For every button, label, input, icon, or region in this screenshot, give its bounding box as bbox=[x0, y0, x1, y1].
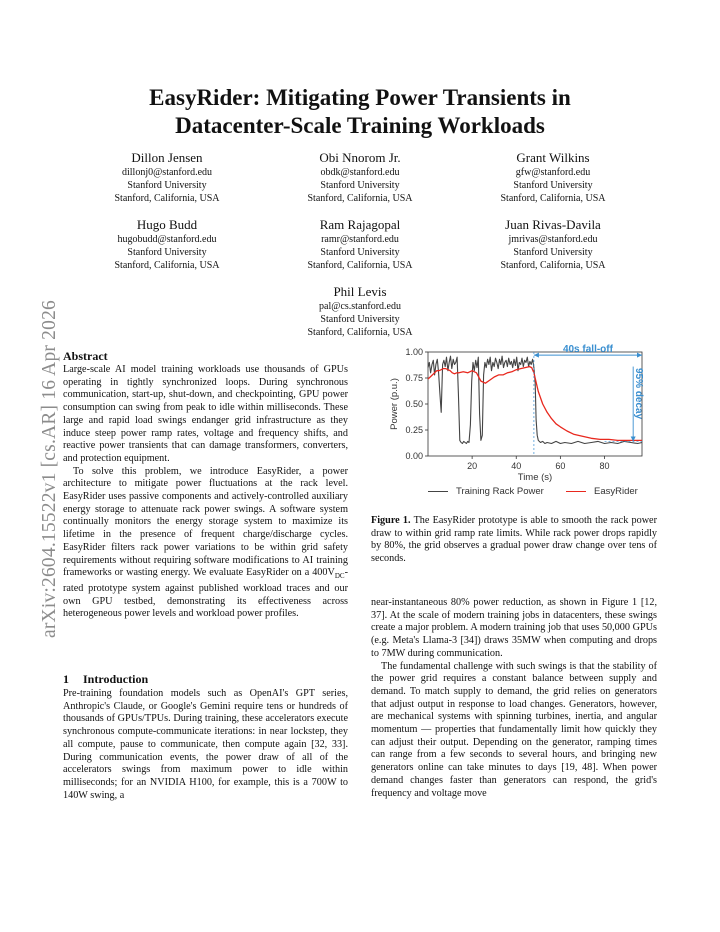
y-tick-label: 0.50 bbox=[405, 399, 423, 409]
figure-1-chart bbox=[366, 342, 662, 504]
author-location: Stanford, California, USA bbox=[307, 260, 413, 271]
legend-item bbox=[566, 486, 638, 497]
title-line-1: EasyRider: Mitigating Power Transients in bbox=[149, 85, 571, 110]
arxiv-identifier bbox=[18, 258, 60, 638]
author-block bbox=[270, 150, 450, 205]
author-name: Dillon Jensen bbox=[131, 150, 203, 165]
y-tick-label: 0.75 bbox=[405, 373, 423, 383]
author-email[interactable]: hugobudd@stanford.edu bbox=[117, 234, 217, 245]
author-affiliation: Stanford University bbox=[127, 180, 207, 191]
author-email[interactable]: obdk@stanford.edu bbox=[320, 167, 400, 178]
legend-label: Training Rack Power bbox=[456, 486, 544, 497]
x-tick-label: 60 bbox=[555, 461, 566, 471]
right-paragraph-2: The fundamental challenge with such swings is that the stability of the power grid requires a constant balance between supply and demand. To match supply to demand, the grid relies on generators that adjust output in response to load changes. Generators, however, are mechanical systems with spinning turbines, inertia, and angular momentum — properties that fundamentally limit how quickly they can adjust their output. Depending on the generator, ramping times can range from a few seconds to several hours, and bringing new generators online can take minutes to days [19, 48]. When power demand changes faster than generators can respond, the grid's frequency and voltage move bbox=[371, 660, 657, 799]
x-tick-label: 20 bbox=[467, 461, 478, 471]
caption-label: Figure 1. bbox=[371, 515, 411, 526]
author-location: Stanford, California, USA bbox=[307, 327, 413, 338]
author-location: Stanford, California, USA bbox=[114, 193, 220, 204]
author-email[interactable]: dillonj0@stanford.edu bbox=[121, 167, 213, 178]
section-heading bbox=[63, 672, 148, 687]
x-tick-label: 40 bbox=[511, 461, 522, 471]
author-affiliation: Stanford University bbox=[513, 247, 593, 258]
arxiv-id-text: arXiv:2604.15522v1 [cs.AR] 16 Apr 2026 bbox=[39, 300, 60, 638]
legend-label: EasyRider bbox=[594, 486, 638, 497]
chart-legend bbox=[420, 486, 650, 500]
caption-text: The EasyRider prototype is able to smooth the rack power draw to within grid ramp rate limits. While rack power drops rapidly by 80%, the grid observes a gradual power draw change over tens of seconds. bbox=[371, 515, 657, 565]
title-line-2: Datacenter-Scale Training Workloads bbox=[175, 113, 545, 138]
author-affiliation: Stanford University bbox=[127, 247, 207, 258]
author-name: Grant Wilkins bbox=[516, 150, 590, 165]
author-name: Hugo Budd bbox=[136, 217, 198, 232]
author-affiliation: Stanford University bbox=[320, 247, 400, 258]
author-email[interactable]: jmrivas@stanford.edu bbox=[508, 234, 598, 245]
author-location: Stanford, California, USA bbox=[500, 193, 606, 204]
right-column-body bbox=[371, 597, 657, 800]
falloff-arrowhead-left bbox=[534, 353, 539, 358]
abstract-text-a: To solve this problem, we introduce EasyRider, a power architecture to mitigate power fluctuations at the rack level. EasyRider uses passive components and actively-controlled auxiliary energy storage to attenuate rack power swings. A software system continually monitors the energy storage system to maximize its lifetime in the presence of frequent charge/discharge cycles. EasyRider filters rack power variations to be within grid safety requirements without requiring software modifications to AI training frameworks or wasting energy. We evaluate EasyRider on a 400V bbox=[63, 465, 348, 579]
legend-swatch bbox=[566, 491, 586, 492]
decay-label: 95% decay bbox=[633, 368, 645, 420]
legend-swatch bbox=[428, 491, 448, 492]
right-paragraph-1: near-instantaneous 80% power reduction, as shown in Figure 1 [12, 37]. At the scale of modern training jobs in datacenters, these swings create a major problem. A modern training job that uses 50,000 GPUs (e.g. Meta's Llama-3 [34]) draws 35MW when computing and drops to 7MW during communication. bbox=[371, 597, 657, 659]
abstract-paragraph-1: Large-scale AI model training workloads use thousands of GPUs operating in tightly synchronized loops. During synchronous communication, start-up, shut-down, and checkpointing, GPU power consumption can swing from peak to idle within milliseconds. These large and rapid load swings endanger grid infrastructure as they induce steep power ramp rates, voltage and frequency shifts, and reactive power transients that can damage transformers, converters, and protection equipment. bbox=[63, 364, 348, 464]
section-title: Introduction bbox=[83, 672, 149, 686]
author-email[interactable]: ramr@stanford.edu bbox=[321, 234, 399, 245]
author-block bbox=[270, 284, 450, 339]
plot-area bbox=[389, 344, 644, 483]
intro-paragraph-1: Pre-training foundation models such as OpenAI's GPT series, Anthropic's Claude, or Google's Gemini require tens or hundreds of thousands of GPUs/TPUs. During training, these accelerators execute synchronous compute-communicate iterations: in near lockstep, they all compute, pause to communicate, then compute again [32, 33]. During communication events, the power draw of all of the accelerators swings from maximum power to idle within milliseconds; for an NVIDIA H100, for example, this is a 700W to 140W swing, a bbox=[63, 688, 348, 801]
author-name: Ram Rajagopal bbox=[319, 217, 401, 232]
author-block bbox=[463, 217, 643, 272]
falloff-label: 40s fall-off bbox=[562, 344, 613, 356]
y-tick-label: 0.00 bbox=[405, 451, 423, 461]
series-line-easyrider bbox=[428, 367, 645, 441]
author-location: Stanford, California, USA bbox=[114, 260, 220, 271]
y-tick-label: 0.25 bbox=[405, 425, 423, 435]
abstract-paragraph-2 bbox=[63, 466, 348, 621]
y-axis-label: Power (p.u.) bbox=[389, 378, 400, 430]
abstract-heading: Abstract bbox=[63, 349, 108, 363]
author-location: Stanford, California, USA bbox=[500, 260, 606, 271]
abstract-subscript: DC bbox=[334, 572, 345, 581]
abstract-text-b: -rated prototype system against published workload traces and our own GPU testbed, demonstrating its effectiveness across heterogeneous power levels and workload power profiles. bbox=[63, 567, 348, 620]
x-tick-label: 80 bbox=[599, 461, 610, 471]
author-block bbox=[77, 150, 257, 205]
intro-body bbox=[63, 688, 348, 802]
author-block bbox=[463, 150, 643, 205]
legend-item bbox=[428, 486, 544, 497]
author-block bbox=[270, 217, 450, 272]
abstract-body bbox=[63, 364, 348, 621]
series-line-training-rack-power bbox=[428, 356, 645, 443]
author-affiliation: Stanford University bbox=[320, 180, 400, 191]
author-location: Stanford, California, USA bbox=[307, 193, 413, 204]
x-axis-label: Time (s) bbox=[517, 472, 553, 483]
figure-caption bbox=[371, 515, 657, 566]
paper-title bbox=[60, 84, 660, 140]
author-affiliation: Stanford University bbox=[513, 180, 593, 191]
author-name: Obi Nnorom Jr. bbox=[319, 150, 401, 165]
author-affiliation: Stanford University bbox=[320, 314, 400, 325]
author-block bbox=[77, 217, 257, 272]
section-number: 1 bbox=[63, 672, 69, 686]
author-name: Juan Rivas-Davila bbox=[505, 217, 601, 232]
y-tick-label: 1.00 bbox=[405, 347, 423, 357]
falloff-arrowhead-right bbox=[637, 353, 642, 358]
author-email[interactable]: pal@cs.stanford.edu bbox=[319, 301, 401, 312]
author-name: Phil Levis bbox=[333, 284, 387, 299]
author-email[interactable]: gfw@stanford.edu bbox=[515, 167, 591, 178]
